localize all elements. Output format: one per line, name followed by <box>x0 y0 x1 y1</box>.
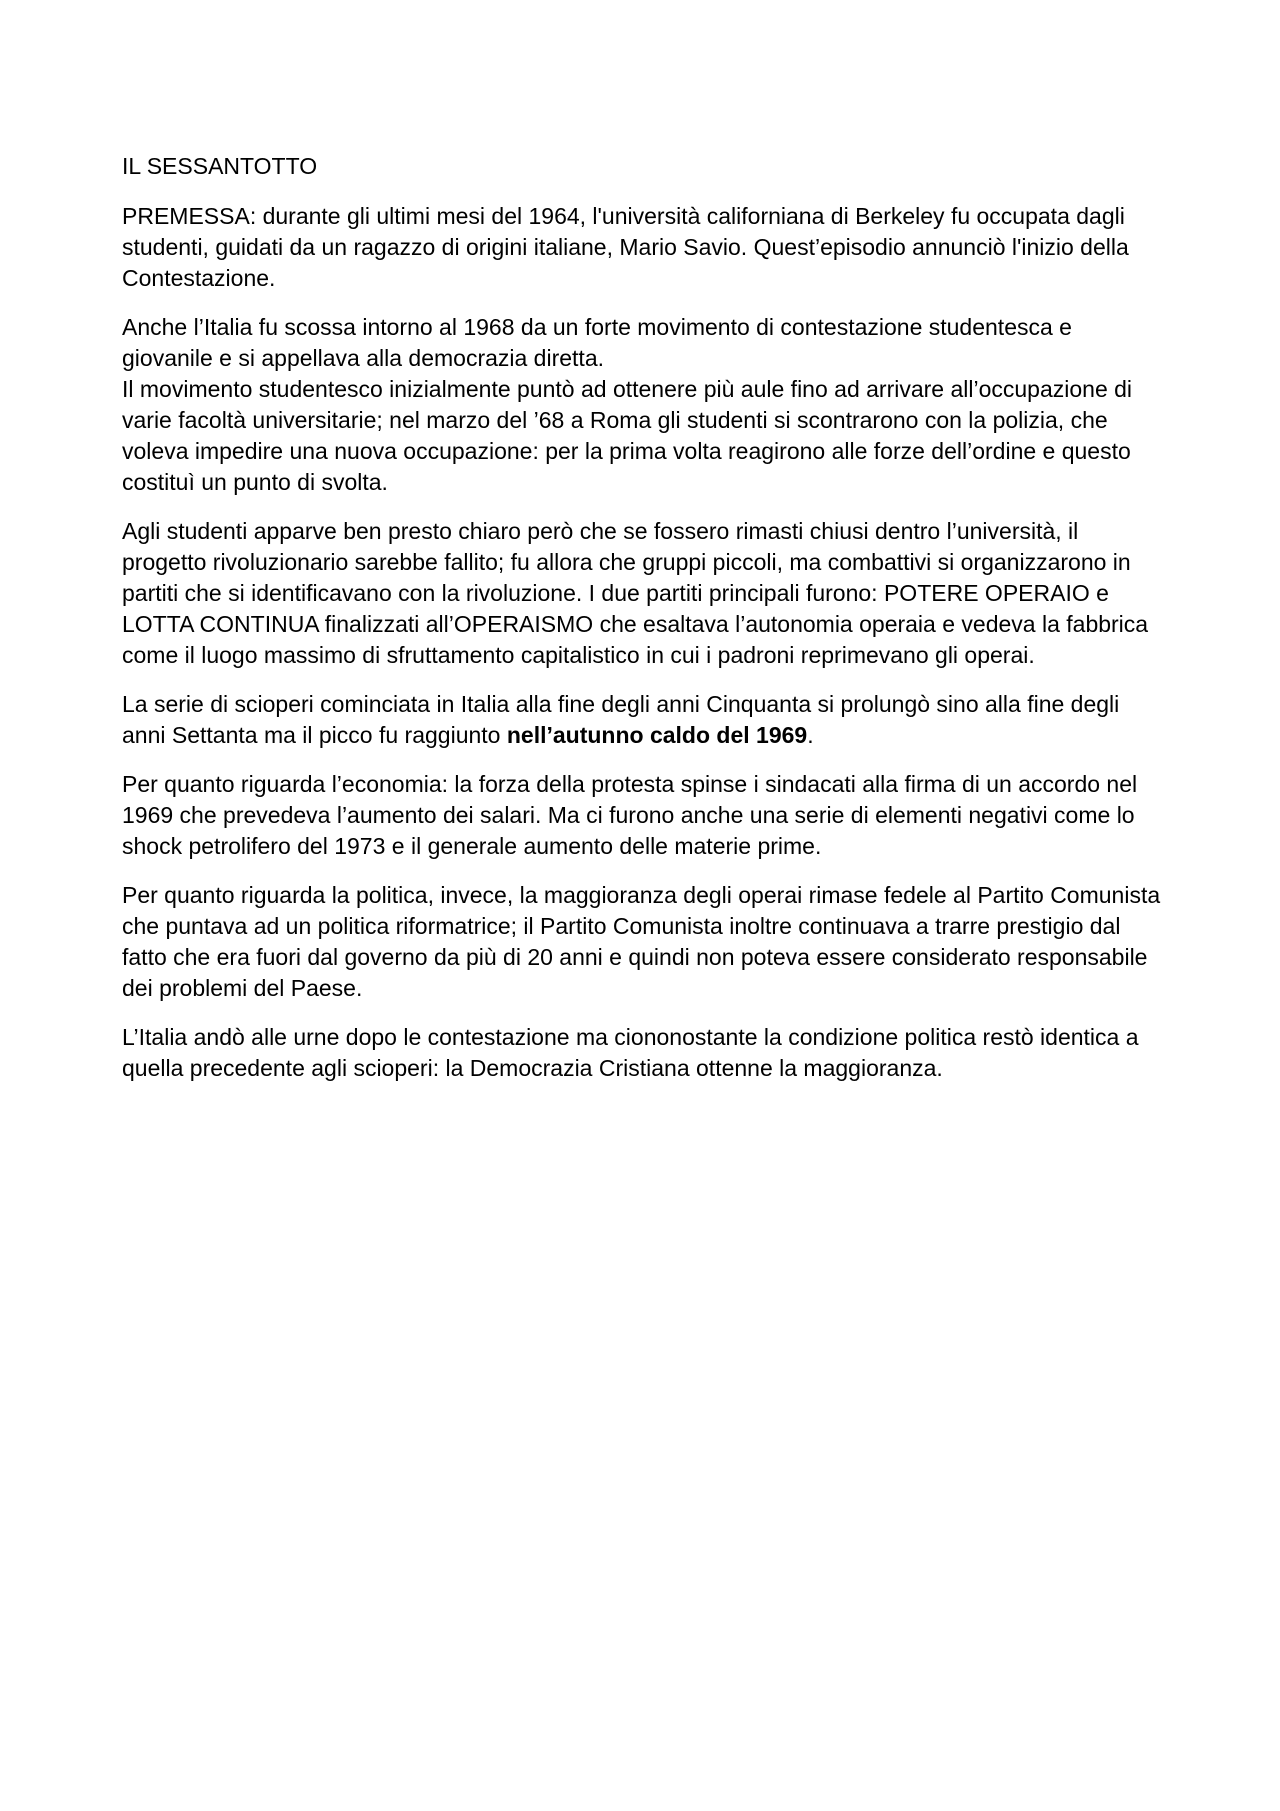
paragraph-economia <box>122 769 1167 862</box>
paragraph-line: PREMESSA: durante gli ultimi mesi del 1964, l'università californiana di Berkeley fu occupata dagli studenti, guidati da un ragazzo di origini italiane, Mario Savio. Quest’episodio annunciò l'inizio della Contestazione. <box>122 203 1129 291</box>
bold-phrase: nell’autunno caldo del 1969 <box>506 722 808 748</box>
document-title: IL SESSANTOTTO <box>122 153 318 179</box>
paragraph-urne <box>122 1022 1167 1084</box>
paragraph-line: Agli studenti apparve ben presto chiaro però che se fossero rimasti chiusi dentro l’università, il progetto rivoluzionario sarebbe fallito; fu allora che gruppi piccoli, ma combattivi si organizzarono in partiti che si identificavano con la rivoluzione. I due partiti principali furono: POTERE OPERAIO e LOTTA CONTINUA finalizzati all’OPERAISMO che esaltava l’autonomia operaia e vedeva la fabbrica come il luogo massimo di sfruttamento capitalistico in cui i padroni reprimevano gli operai. <box>122 518 1149 668</box>
paragraph-text: La serie di scioperi cominciata in Italia alla fine degli anni Cinquanta si prolungò sino alla fine degli anni Settanta ma il picco fu raggiunto <box>122 691 1120 748</box>
paragraph-line: Per quanto riguarda l’economia: la forza della protesta spinse i sindacati alla firma di un accordo nel 1969 che prevedeva l’aumento dei salari. Ma ci furono anche una serie di elementi negativi come lo shock petrolifero del 1973 e il generale aumento delle materie prime. <box>122 771 1138 859</box>
paragraph-line: L’Italia andò alle urne dopo le contestazione ma ciononostante la condizione politica restò identica a quella precedente agli scioperi: la Democrazia Cristiana ottenne la maggioranza. <box>122 1024 1139 1081</box>
paragraph-politica <box>122 880 1167 1004</box>
paragraph-line: Anche l’Italia fu scossa intorno al 1968 da un forte movimento di contestazione studentesca e giovanile e si appellava alla democrazia diretta. <box>122 314 1072 371</box>
paragraph-italia-1968 <box>122 312 1167 498</box>
paragraph-line: Per quanto riguarda la politica, invece, la maggioranza degli operai rimase fedele al Partito Comunista che puntava ad un politica riformatrice; il Partito Comunista inoltre continuava a trarre prestigio dal fatto che era fuori dal governo da più di 20 anni e quindi non poteva essere considerato responsabile dei problemi del Paese. <box>122 882 1161 1001</box>
paragraph-text-end: . <box>807 722 814 748</box>
paragraph-partiti <box>122 516 1167 671</box>
document-body <box>122 151 1167 1102</box>
paragraph-line: Il movimento studentesco inizialmente puntò ad ottenere più aule fino ad arrivare all’occupazione di varie facoltà universitarie; nel marzo del ’68 a Roma gli studenti si scontrarono con la polizia, che voleva impedire una nuova occupazione: per la prima volta reagirono alle forze dell’ordine e questo costituì un punto di svolta. <box>122 376 1133 495</box>
paragraph-scioperi <box>122 689 1167 751</box>
paragraph-premessa <box>122 201 1167 294</box>
